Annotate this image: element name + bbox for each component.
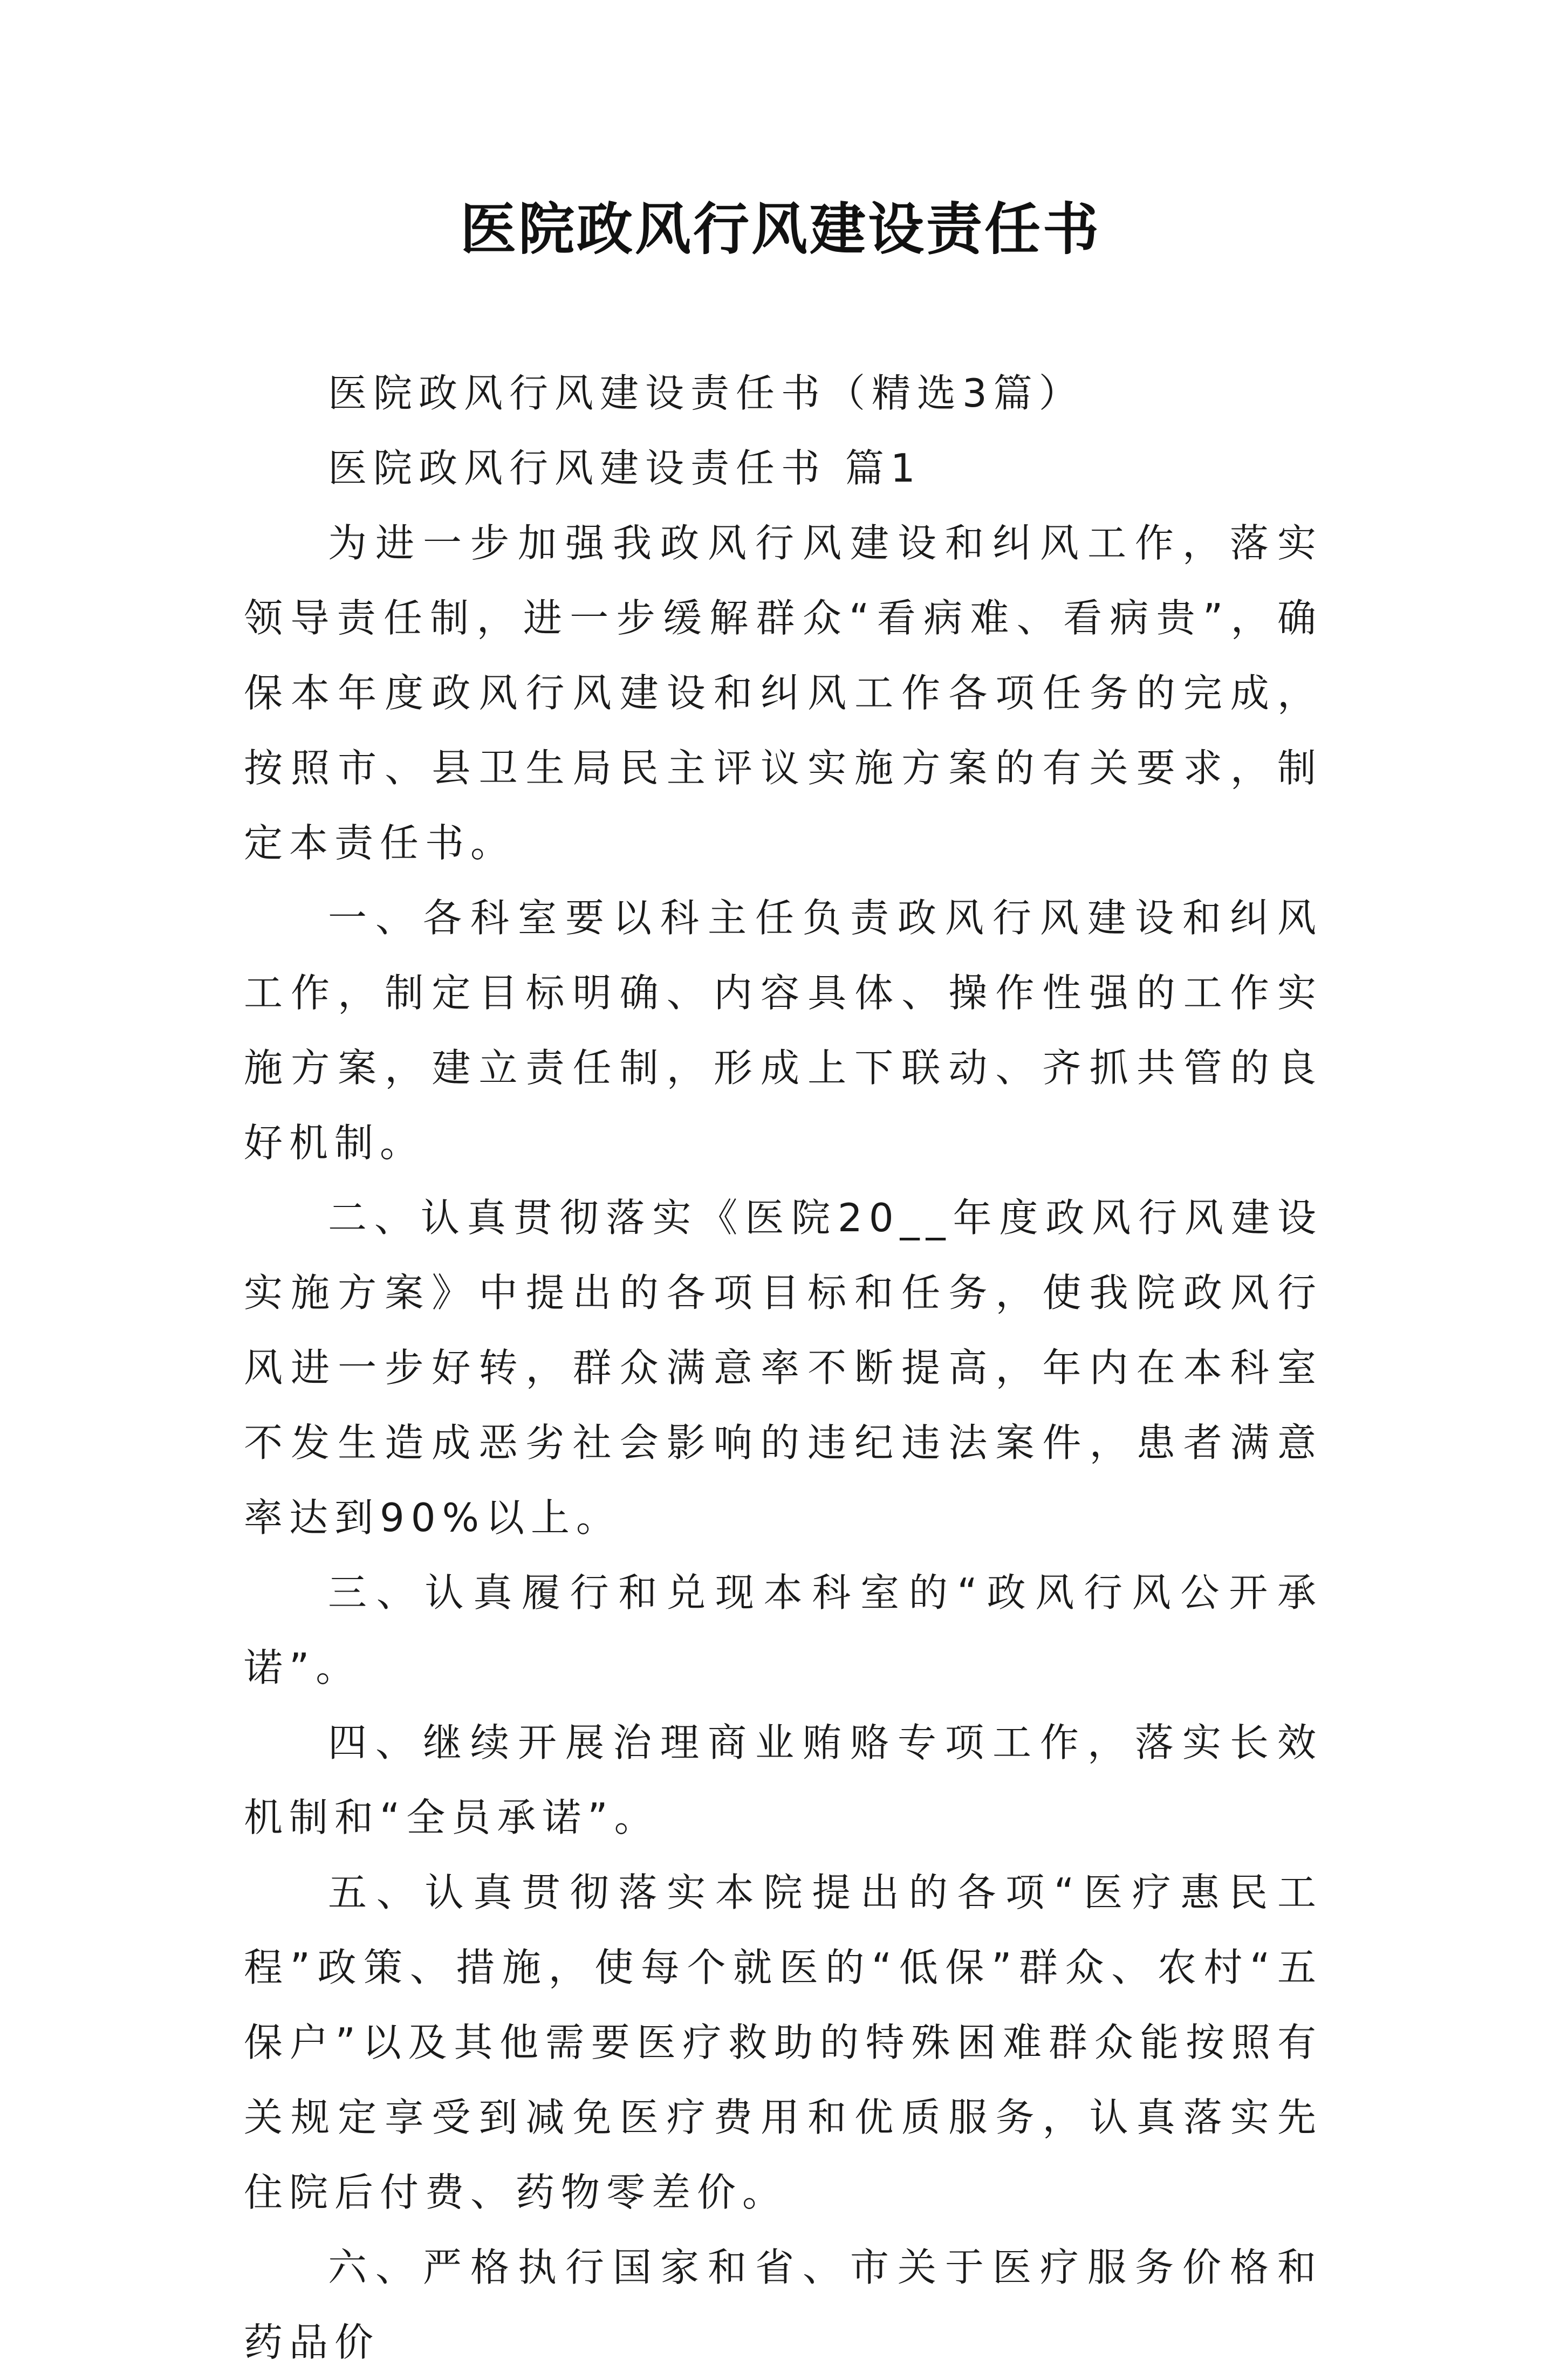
paragraph-subtitle: 医院政风行风建设责任书（精选3篇） [328, 371, 1084, 416]
paragraph-section-heading: 医院政风行风建设责任书 篇1 [328, 445, 922, 491]
paragraph-item-1: 一、各科室要以科主任负责政风行风建设和纠风工作，制定目标明确、内容具体、操作性强的工作实施方案，建立责任制，形成上下联动、齐抓共管的良好机制。 [244, 895, 1323, 1165]
paragraph-item-4: 四、继续开展治理商业贿赂专项工作，落实长效机制和“全员承诺”。 [244, 1720, 1323, 1840]
document-body [244, 356, 1323, 2380]
paragraph-item-2: 二、认真贯彻落实《医院20__年度政风行风建设实施方案》中提出的各项目标和任务，使我院政风行风进一步好转，群众满意率不断提高，年内在本科室不发生造成恶劣社会影响的违纪违法案件，患者满意率达到90%以上。 [244, 1195, 1323, 1540]
paragraph-item-3: 三、认真履行和兑现本科室的“政风行风公开承诺”。 [244, 1570, 1323, 1690]
paragraph-item-5: 五、认真贯彻落实本院提出的各项“医疗惠民工程”政策、措施，使每个就医的“低保”群众、农村“五保户”以及其他需要医疗救助的特殊困难群众能按照有关规定享受到减免医疗费用和优质服务，认真落实先住院后付费、药物零差价。 [244, 1870, 1323, 2215]
paragraph-intro: 为进一步加强我政风行风建设和纠风工作，落实领导责任制，进一步缓解群众“看病难、看病贵”，确保本年度政风行风建设和纠风工作各项任务的完成，按照市、县卫生局民主评议实施方案的有关要求，制定本责任书。 [244, 520, 1323, 866]
paragraph-item-6: 六、严格执行国家和省、市关于医疗服务价格和药品价 [244, 2245, 1323, 2365]
document-title: 医院政风行风建设责任书 [460, 196, 1101, 262]
